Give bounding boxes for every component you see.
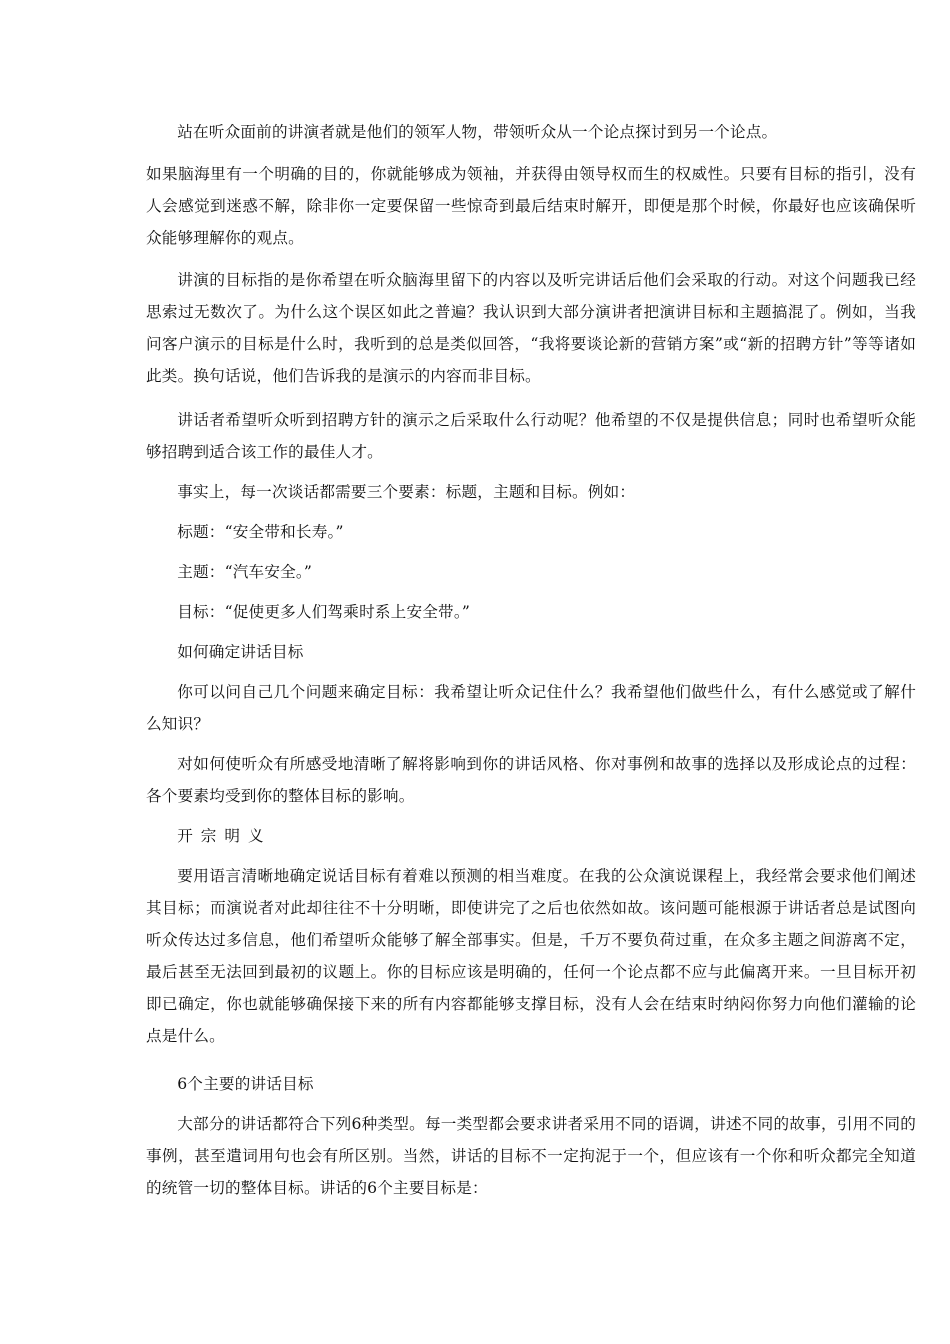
heading-straight-to-point: 开宗明义 [177,827,272,845]
paragraph-purpose: 如果脑海里有一个明确的目的，你就能够成为领袖，并获得由领导权而生的权威性。只要有目标的指引，没有人会感觉到迷惑不解，除非你一定要保留一些惊奇到最后结束时解开，即便是那个时候，你最好也应该确保听众能够理解你的观点。 [146,165,916,247]
line-title-example: 标题：“安全带和长寿。” [177,523,344,541]
paragraph-clarity-difficulty: 要用语言清晰地确定说话目标有着难以预测的相当难度。在我的公众演说课程上，我经常会要求他们阐述其目标；而演说者对此却往往不十分明晰，即使讲完了之后也依然如故。该问题可能根源于讲话者总是试图向听众传达过多信息，他们希望听众能够了解全部事实。但是，千万不要负荷过重，在众多主题之间游离不定，最后甚至无法回到最初的议题上。你的目标应该是明确的，任何一个论点都不应与此偏离开来。一旦目标开初即已确定，你也就能够确保接下来的所有内容都能够支撑目标，没有人会在结束时纳闷你努力向他们灌输的论点是什么。 [146,867,916,1045]
paragraph-goal-definition: 讲演的目标指的是你希望在听众脑海里留下的内容以及听完讲话后他们会采取的行动。对这个问题我已经思索过无数次了。为什么这个误区如此之普遍？我认识到大部分演讲者把演讲目标和主题搞混了。例如，当我问客户演示的目标是什么时，我听到的总是类似回答，“我将要谈论新的营销方案”或“新的招聘方针”等等诸如此类。换句话说，他们告诉我的是演示的内容而非目标。 [146,271,916,385]
paragraph-style-influence: 对如何使听众有所感受地清晰了解将影响到你的讲话风格、你对事例和故事的选择以及形成论点的过程：各个要素均受到你的整体目标的影响。 [146,755,916,805]
heading-six-goals: 6个主要的讲话目标 [177,1075,314,1093]
paragraph-leader: 站在听众面前的讲演者就是他们的领军人物，带领听众从一个论点探讨到另一个论点。 [177,123,778,141]
heading-how-to-set-goal: 如何确定讲话目标 [177,643,304,661]
paragraph-three-elements: 事实上，每一次谈话都需要三个要素：标题，主题和目标。例如： [177,483,636,501]
line-topic-example: 主题：“汽车安全。” [177,563,313,581]
paragraph-speaker-hope: 讲话者希望听众听到招聘方针的演示之后采取什么行动呢？他希望的不仅是提供信息；同时也希望听众能够招聘到适合该工作的最佳人才。 [146,411,916,461]
paragraph-ask-questions: 你可以问自己几个问题来确定目标：我希望让听众记住什么？我希望他们做些什么，有什么感觉或了解什么知识？ [146,683,916,733]
paragraph-six-types: 大部分的讲话都符合下列6种类型。每一类型都会要求讲者采用不同的语调，讲述不同的故事，引用不同的事例，甚至遣词用句也会有所区别。当然，讲话的目标不一定拘泥于一个，但应该有一个你和听众都完全知道的统管一切的整体目标。讲话的6个主要目标是： [146,1115,916,1197]
line-goal-example: 目标：“促使更多人们驾乘时系上安全带。” [177,603,471,621]
